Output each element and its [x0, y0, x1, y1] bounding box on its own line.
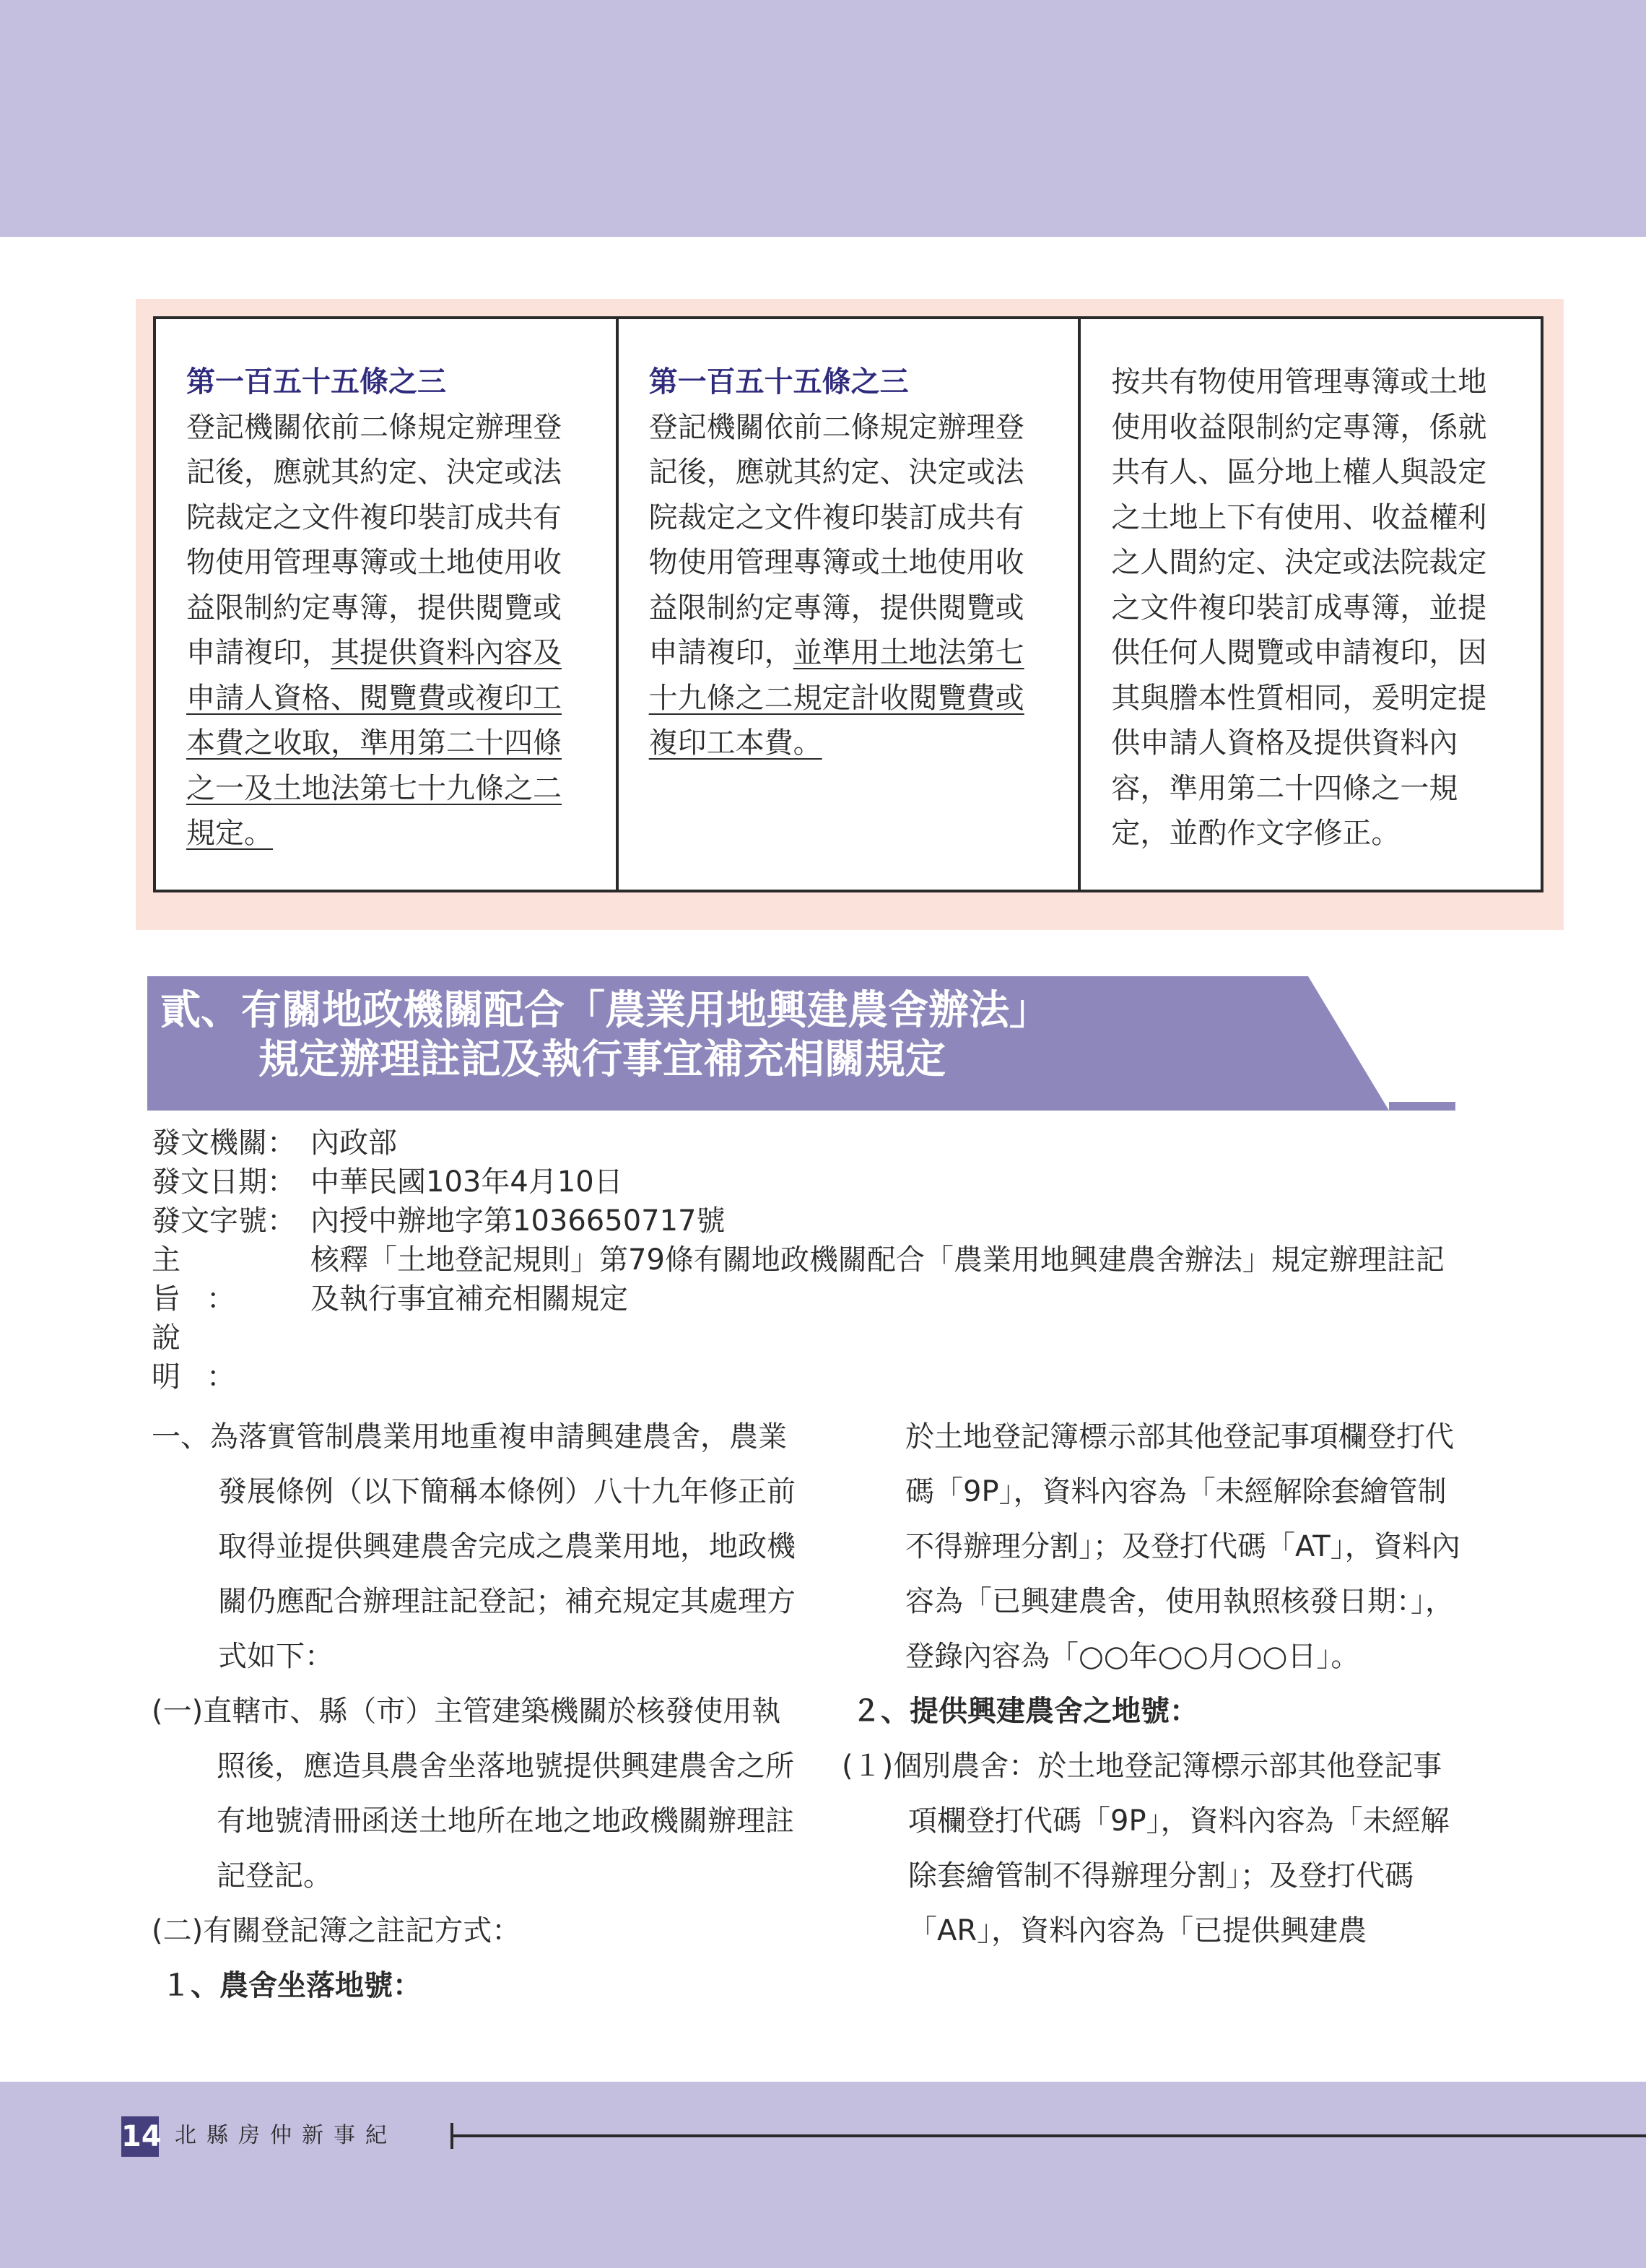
table-line: 使用收益限制約定專簿，係就 — [1111, 410, 1487, 444]
footer-rule — [453, 2134, 1646, 2137]
section-title-line2: 規定辦理註記及執行事宜補充相關規定 — [258, 1036, 946, 1083]
section-title — [160, 986, 1050, 1085]
body-paragraph: (１)個別農舍：於土地登記簿標示部其他登記事項欄登打代碼「9P」，資料內容為「未經解除套繪管制不得辦理分割」；及登打代碼「AR」，資料內容為「已提供興建農 — [842, 1750, 1450, 1947]
table-line: 益限制約定專簿，提供閱覽或 — [186, 591, 562, 625]
table-line: 之土地上下有使用、收益權利 — [1111, 500, 1487, 534]
body-right-column — [842, 1409, 1466, 1958]
table-line: 記後，應就其約定、決定或法 — [648, 456, 1024, 489]
meta-docno — [152, 1202, 1466, 1241]
document-meta — [152, 1124, 1466, 1396]
amended-text: 複印工本費。 — [648, 726, 822, 760]
column-title: 第一百五十五條之三 — [648, 365, 909, 399]
section-banner-rule — [1389, 1102, 1455, 1111]
meta-label: 主旨： — [152, 1243, 261, 1316]
meta-value: 中華民國103年4月10日 — [310, 1165, 623, 1199]
amended-text: 其提供資料內容及 — [331, 636, 562, 669]
amended-line: 之一及土地法第七十九條之二 — [186, 771, 562, 805]
table-line — [186, 630, 583, 676]
meta-label: 發文日期： — [152, 1165, 296, 1199]
comparison-table — [153, 316, 1543, 892]
comparison-table-panel — [136, 299, 1564, 930]
meta-explain — [152, 1318, 1466, 1396]
table-text: 申請複印， — [648, 636, 793, 669]
table-line: 物使用管理專簿或土地使用收 — [186, 546, 562, 579]
table-line — [649, 721, 1045, 766]
table-line: 供任何人閱覽或申請複印，因 — [1111, 636, 1487, 669]
meta-value: 內政部 — [310, 1126, 397, 1160]
page-number: 14 — [121, 2116, 159, 2157]
meta-label: 說明： — [152, 1321, 261, 1394]
table-line: 按共有物使用管理專簿或土地 — [1111, 365, 1487, 399]
table-line: 院裁定之文件複印裝訂成共有 — [648, 500, 1024, 534]
body-paragraph: 一、為落實管制農業用地重複申請興建農舍，農業發展條例（以下簡稱本條例）八十九年修正前取得並提供興建農舍完成之農業用地，地政機關仍應配合辦理註記登記；補充規定其處理方式如下： — [152, 1420, 796, 1673]
body-paragraph: (一)直轄市、縣（市）主管建築機關於核發使用執照後，應造具農舍坐落地號提供興建農舍之所有地號清冊函送土地所在地之地政機關辦理註記登記。 — [152, 1695, 794, 1893]
table-column-current — [616, 319, 1079, 890]
table-line: 記後，應就其約定、決定或法 — [186, 456, 562, 489]
table-line: 登記機關依前二條規定辦理登 — [186, 410, 562, 444]
body-paragraph: 於土地登記簿標示部其他登記事項欄登打代碼「9P」，資料內容為「未經解除套繪管制不得辦理分割」；及登打代碼「AT」，資料內容為「已興建農舍，使用執照核發日期：」，登錄內容為「○○年○○月○○日」。 — [905, 1420, 1460, 1673]
table-line: 供申請人資格及提供資料內 — [1111, 726, 1458, 760]
meta-value: 核釋「土地登記規則」第79條有關地政機關配合「農業用地興建農舍辦法」規定辦理註記及執行事宜補充相關規定 — [310, 1243, 1445, 1316]
body-paragraph: (二)有關登記簿之註記方式： — [152, 1914, 521, 1947]
meta-value: 內授中辦地字第1036650717號 — [310, 1204, 726, 1238]
table-line: 登記機關依前二條規定辦理登 — [648, 410, 1024, 444]
table-line: 其與謄本性質相同，爰明定提 — [1111, 681, 1487, 715]
meta-subject — [152, 1241, 1466, 1318]
header-band — [0, 0, 1646, 237]
table-line: 物使用管理專簿或土地使用收 — [648, 546, 1024, 579]
section-title-line1: 貳、有關地政機關配合「農業用地興建農舍辦法」 — [160, 987, 1050, 1034]
amended-line: 十九條之二規定計收閱覽費或 — [648, 681, 1024, 715]
table-line: 院裁定之文件複印裝訂成共有 — [186, 500, 562, 534]
body-heading: ２、提供興建農舍之地號： — [852, 1695, 1198, 1728]
table-line: 共有人、區分地上權人與設定 — [1111, 456, 1487, 489]
amended-text: 規定。 — [186, 817, 273, 850]
amended-text: 並準用土地法第七 — [793, 636, 1024, 669]
table-text: 申請複印， — [186, 636, 331, 669]
meta-label: 發文字號： — [152, 1204, 296, 1238]
table-column-amended — [156, 319, 616, 890]
table-line: 定，並酌作文字修正。 — [1111, 817, 1401, 850]
publication-title: 北縣房仲新事紀 — [175, 2123, 397, 2148]
table-line — [649, 630, 1045, 676]
table-line: 之文件複印裝訂成專簿，並提 — [1111, 591, 1487, 625]
table-column-explanation — [1078, 319, 1541, 890]
table-line: 之人間約定、決定或法院裁定 — [1111, 546, 1487, 579]
table-line: 益限制約定專簿，提供閱覽或 — [648, 591, 1024, 625]
footer-band — [0, 2082, 1646, 2268]
meta-date — [152, 1163, 1466, 1202]
column-title: 第一百五十五條之三 — [186, 365, 446, 399]
table-line: 容，準用第二十四條之一規 — [1111, 771, 1458, 805]
amended-line: 本費之收取，準用第二十四條 — [186, 726, 562, 760]
table-line — [186, 811, 583, 856]
amended-line: 申請人資格、閱覽費或複印工 — [186, 681, 562, 715]
meta-label: 發文機關： — [152, 1126, 296, 1160]
meta-issuer — [152, 1124, 1466, 1163]
body-heading: １、農舍坐落地號： — [162, 1969, 422, 2002]
body-left-column — [152, 1409, 809, 2013]
